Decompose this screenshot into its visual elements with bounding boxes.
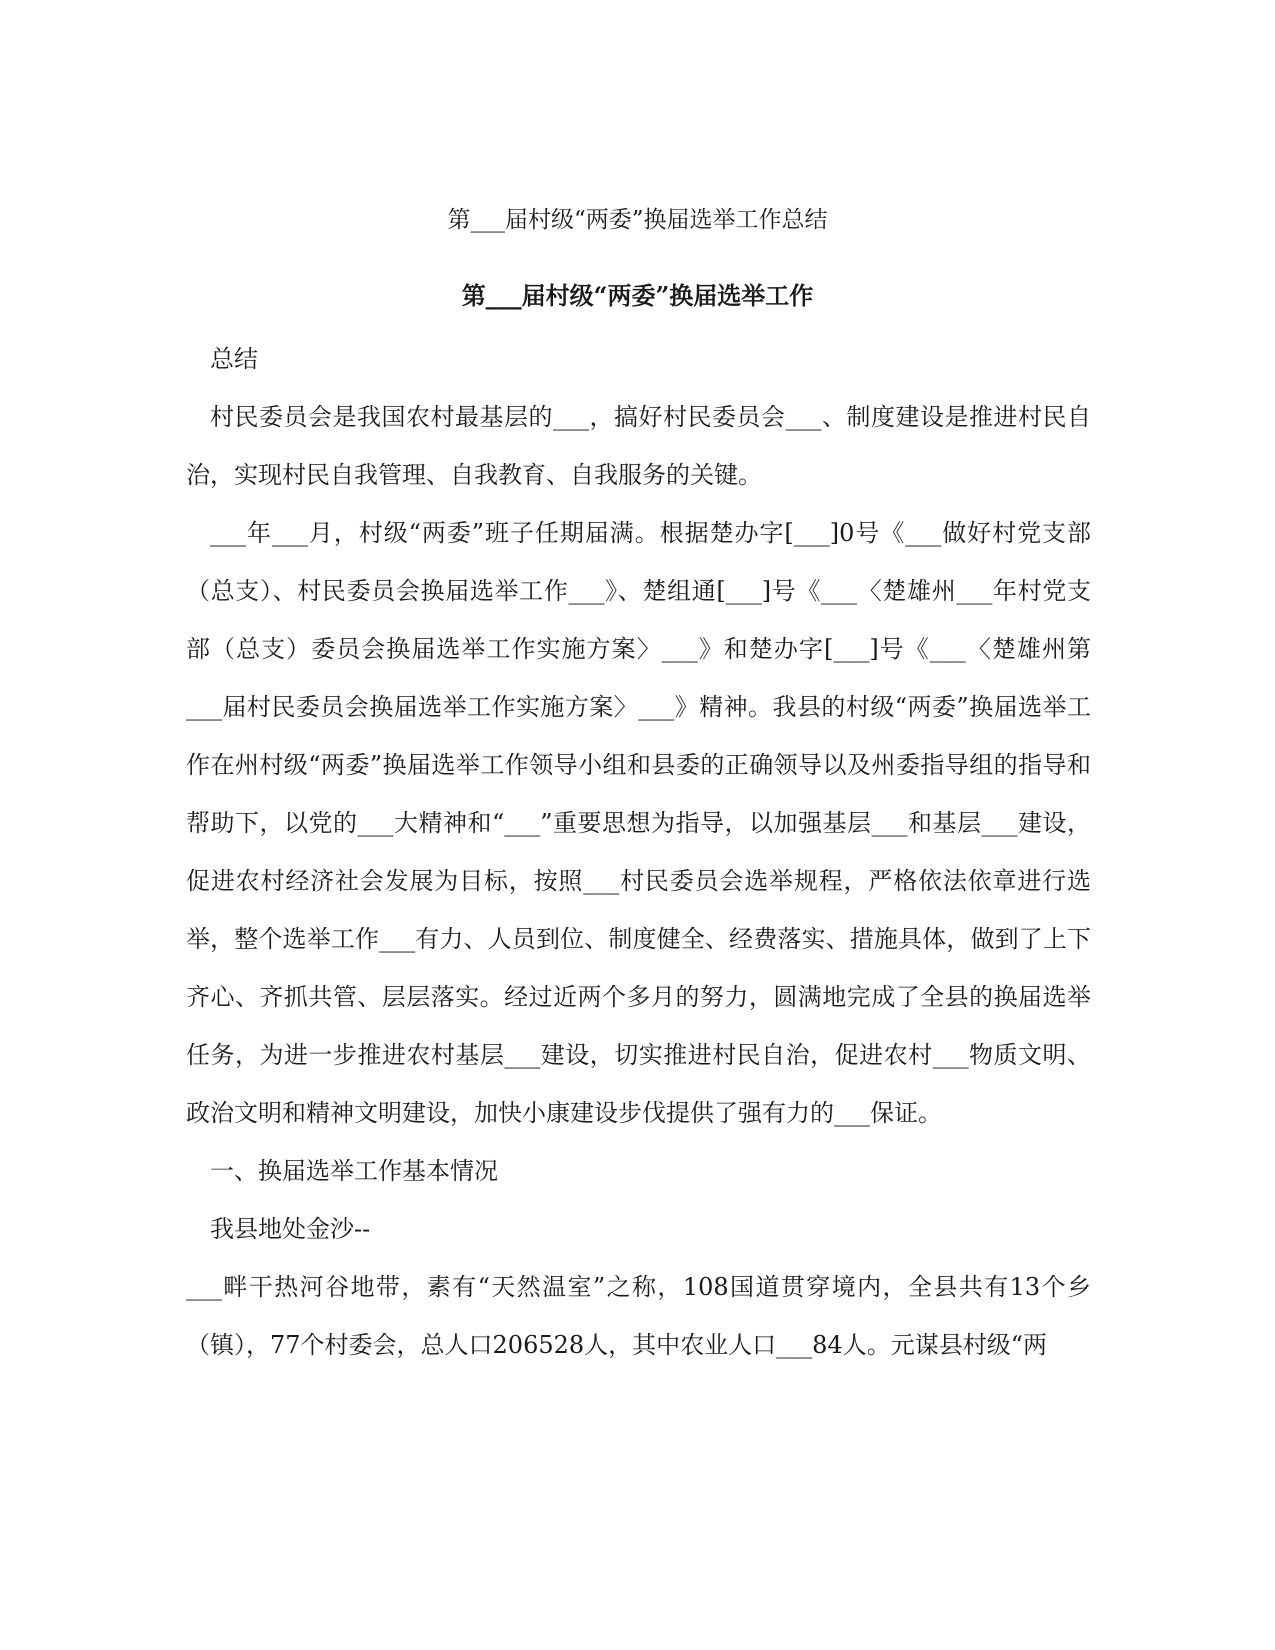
paragraph-background: ___年___月，村级“两委”班子任期届满。根据楚办字[___]0号《___做好村党支部（总支）、村民委员会换届选举工作___》、楚组通[___]号《___〈楚雄州___年村党支部（总支）委员会换届选举工作实施方案〉___》和楚办字[___]号《___〈楚雄州第___届村民委员会换届选举工作实施方案〉___》精神。我县的村级“两委”换届选举工作在州村级“两委”换届选举工作领导小组和县委的正确领导以及州委指导组的指导和帮助下，以党的___大精神和“___”重要思想为指导，以加强基层___和基层___建设，促进农村经济社会发展为目标，按照___村民委员会选举规程，严格依法依章进行选举，整个选举工作___有力、人员到位、制度健全、经费落实、措施具体，做到了上下齐心、齐抓共管、层层落实。经过近两个多月的努力，圆满地完成了全县的换届选举任务，为进一步推进农村基层___建设，切实推进村民自治，促进农村___物质文明、政治文明和精神文明建设，加快小康建设步伐提供了强有力的___保证。 — [186, 519, 1091, 1127]
paragraph-summary-label: 总结 — [210, 345, 258, 373]
document-heading: 第___届村级“两委”换届选举工作 — [461, 281, 814, 310]
paragraph-location-start: 我县地处金沙-- — [210, 1215, 371, 1243]
section-heading-basic-situation: 一、换届选举工作基本情况 — [210, 1157, 498, 1185]
paragraph-location-continued: ___畔干热河谷地带，素有“天然温室”之称，108国道贯穿境内，全县共有13个乡（镇），77个村委会，总人口206528人，其中农业人口___84人。元谋县村级“两 — [186, 1273, 1091, 1359]
paragraph-intro: 村民委员会是我国农村最基层的___，搞好村民委员会___、制度建设是推进村民自治，实现村民自我管理、自我教育、自我服务的关键。 — [186, 403, 1091, 489]
document-title: 第___届村级“两委”换届选举工作总结 — [447, 207, 828, 233]
document-body — [186, 330, 1091, 1374]
